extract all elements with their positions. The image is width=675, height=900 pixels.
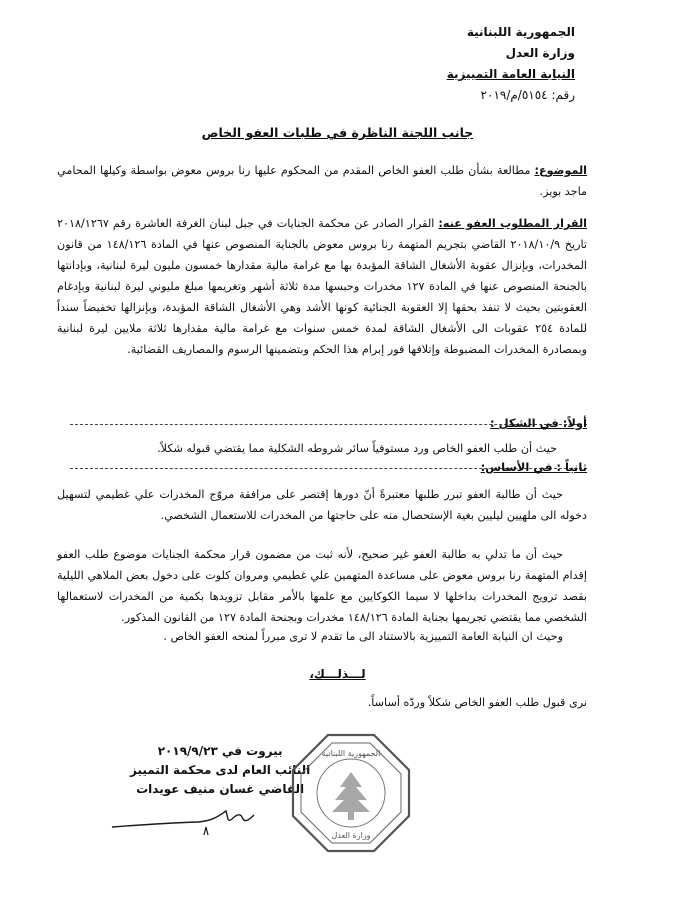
form-paragraph — [57, 438, 587, 459]
republic-name: الجمهورية اللبنانية — [466, 25, 575, 39]
form-text: حيث أن طلب العفو الخاص ورد مستوفياً سائر شروطه الشكلية مما يقتضي قبوله شكلاً. — [157, 442, 557, 455]
signature-block — [130, 742, 310, 799]
form-section-heading: أولاً: في الشكل : — [490, 416, 587, 430]
place-date: بيروت في ٢٠١٩/٩/٢٣ — [157, 744, 283, 758]
subject-label: الموضوع: — [534, 164, 587, 177]
basis-paragraph-3: وحيث ان النيابة العامة التمييزية بالاستناد الى ما تقدم لا ترى مبرراً لمنحه العفو الخاص . — [163, 630, 563, 643]
seal-bottom-text: وزارة العدل — [331, 831, 371, 840]
basis-section-heading: ثانياً : في الأساس: — [480, 460, 587, 474]
signatory-name: القاضي غسان منيف عويدات — [136, 782, 305, 796]
reference-number: رقم: ٥١٥٤/م/٢٠١٩ — [480, 88, 575, 102]
conclusion-paragraph: نرى قبول طلب العفو الخاص شكلاً وردّه أساساً. — [367, 696, 587, 709]
subject-text: مطالعة بشأن طلب العفو الخاص المقدم من المحكوم عليها رنا بروس معوض بواسطة وكيلها المحامي ماجد بويز. — [57, 164, 587, 198]
subject-paragraph — [57, 160, 587, 202]
cedar-icon — [332, 772, 370, 820]
decision-text: القرار الصادر عن محكمة الجنايات في جبل لبنان الغرفة العاشرة رقم ٢٠١٨/١٢٦٧ تاريخ ٢٠١٨/١٠/٩ القاضي بتجريم المتهمة رنا بروس معوض بالجناية المنصوص عنها في المادة ١٤٨/١٢٦ من قانون المخدرات، وبإنزال عقوبة الأشغال الشاقة المؤبدة بها مع غرامة مالية مقدارها خمسون مليون ليرة لبنانية، وبإدانتها بالجنحة المنصوص عنها في المادة ١٢٧ مخدرات وحبسها مدة ثلاثة أشهر وتغريمها مبلغ مليوني ليرة لبنانية وبإدغام العقوبتين بحيث لا تنفذ بحقها إلا العقوبة الجنائية كونها الأشد وهي الأشغال الشاقة المؤبدة، وبإنزالها تخفيضاً سنداً للمادة ٢٥٤ عقوبات الى الأشغال الشاقة لمدة خمس سنوات مع غرامة مالية مقدارها ثلاثة ملايين ليرة لبنانية وبمصادرة المخدرات المضبوطة وإتلافها فور إبرام هذا الحكم وبتضمينها الرسوم والمصاريف القضائية. — [57, 217, 588, 356]
decision-paragraph — [57, 213, 587, 360]
therefore-heading: لـــذلـــك، — [309, 667, 366, 681]
decision-label: القرار المطلوب العفو عنه: — [438, 217, 588, 230]
basis-paragraph-2: حيث أن ما تدلي به طالبة العفو غير صحيح، لأنه ثبت من مضمون قرار محكمة الجنايات موضوع طلب العفو إقدام المتهمة رنا بروس معوض على مساعدة المتهمين علي غطيمي ومروان كلوت على دخول بعض الملاهي الليلية بقصد ترويج المخدرات بداخلها لا سيما الكوكايين مع علمها بالأمر مقابل تزويدها بكمية من المخدرات لاستعمالها الشخصي مما يقتضي تجريمها بجناية المادة ١٤٨/١٢٦ مخدرات وبجنحة المادة ١٢٧ من القانون المذكور. — [57, 548, 587, 624]
ministry-name: وزارة العدل — [505, 46, 575, 60]
seal-top-text: الجمهورية اللبنانية — [321, 749, 381, 758]
document-title: جانب اللجنة الناظرة في طلبات العفو الخاص — [201, 125, 474, 140]
signatory-position: النائب العام لدى محكمة التمييز — [130, 763, 311, 777]
handwritten-signature — [108, 805, 258, 845]
official-seal — [290, 732, 412, 854]
letterhead — [447, 22, 575, 106]
office-name: النيابة العامة التمييزية — [446, 67, 575, 81]
basis-paragraph-1: حيث أن طالبة العفو تبرر طلبها معتبرةً أنّ دورها إقتصر على مرافقة مروّج المخدرات علي غطيمي لتسهيل دخوله الى ملهيين ليليين بغية الإستحصال منه على حاجتها من المخدرات للاستعمال الشخصي. — [57, 488, 587, 522]
